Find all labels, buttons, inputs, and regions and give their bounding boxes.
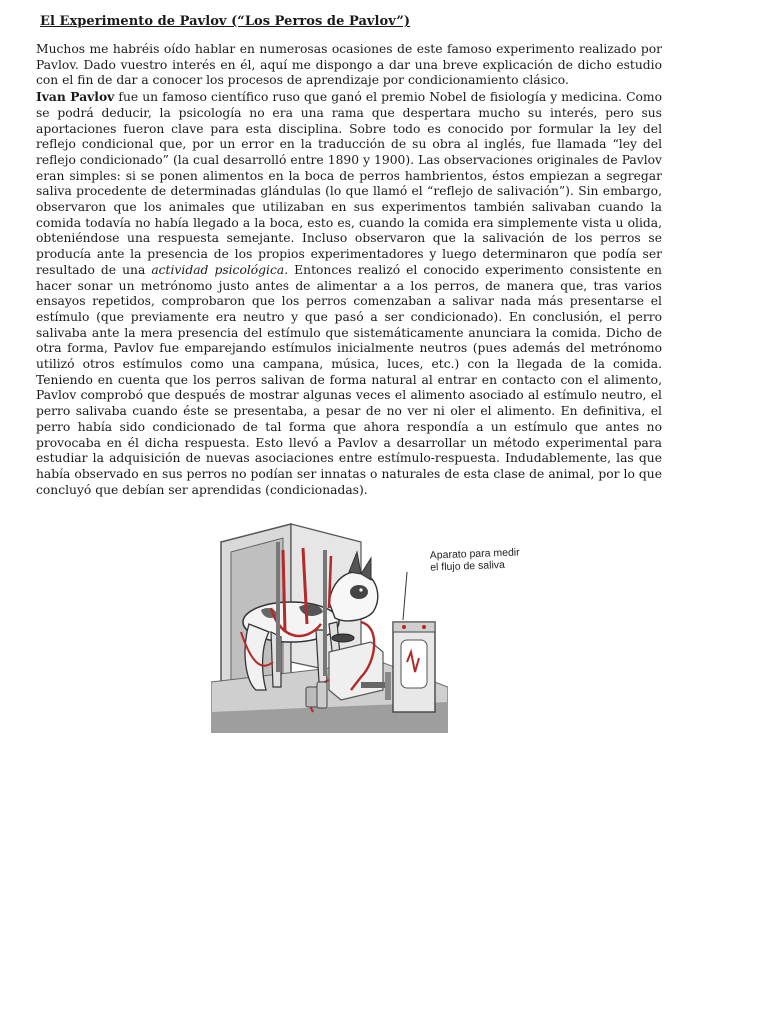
document-title: El Experimento de Pavlov (“Los Perros de Pavlov”): [40, 14, 411, 29]
pavlov-figure: [211, 512, 448, 733]
bold-lead: Ivan Pavlov: [36, 89, 115, 105]
paragraph-text-1: fue un famoso científico ruso que ganó el premio Nobel de fisiología y medicina. Como se podrá deducir, la psicología no era una rama que despertara mucho su interés, pero sus aportaciones fueron clave para esta disciplina. Sobre todo es conocido por formular la ley del reflejo condicional que, por un error en la traducción de su obra al inglés, fue llamada “ley del reflejo condicionado” (la cual desarrolló entre 1890 y 1900). Las observaciones originales de Pavlov eran simples: si se ponen alimentos en la boca de perros hambrientos, éstos empiezan a segregar saliva procedente de determinadas glándulas (lo que llamó el “reflejo de salivación”). Sin embargo, observaron que los animales que utilizaban en sus experimentos también salivaban cuando la comida todavía no había llegado a la boca, esto es, cuando la comida era simplemente vista u olida, obteniéndose una respuesta semejante. Incluso observaron que la salivación de los perros se producía ante la presencia de los propios experimentadores y luego determinaron que podía ser resultado de una: [36, 90, 662, 277]
document-body: [36, 42, 662, 498]
document-page: [36, 14, 662, 498]
pavlov-dog-apparatus-illustration: [211, 512, 448, 733]
main-paragraph: [36, 89, 662, 498]
intro-paragraph: Muchos me habréis oído hablar en numerosas ocasiones de este famoso experimento realizado por Pavlov. Dado vuestro interés en él, aquí me dispongo a dar una breve explicación de dicho estudio con el fin de dar a conocer los procesos de aprendizaje por condicionamiento clásico.: [36, 42, 662, 88]
figure-caption: Aparato para medir el flujo de saliva: [429, 546, 520, 574]
italic-term: actividad psicológica: [151, 262, 285, 277]
paragraph-text-2: . Entonces realizó el conocido experimento consistente en hacer sonar un metrónomo justo antes de alimentar a a los perros, de manera que, tras varios ensayos repetidos, comprobaron que los perros comenzaban a salivar nada más presentarse el estímulo (que previamente era neutro y que pasó a ser condicionado). En conclusión, el perro salivaba ante la mera presencia del estímulo que sistemáticamente anunciara la comida. Dicho de otra forma, Pavlov fue emparejando estímulos inicialmente neutros (pues además del metrónomo utilizó otros estímulos como una campana, música, luces, etc.) con la llegada de la comida. Teniendo en cuenta que los perros salivan de forma natural al entrar en contacto con el alimento, Pavlov comprobó que después de mostrar algunas veces el alimento asociado al estímulo neutro, el perro salivaba cuando éste se presentaba, a pesar de no ver ni oler el alimento. En definitiva, el perro había sido condicionado de tal forma que ahora respondía a un estímulo que antes no provocaba en él dicha respuesta. Esto llevó a Pavlov a desarrollar un método experimental para estudiar la adquisición de nuevas asociaciones entre estímulo-respuesta. Indudablemente, las que había observado en sus perros no podían ser innatas o naturales de esta clase de animal, por lo que concluyó que debían ser aprendidas (condicionadas).: [36, 262, 662, 497]
